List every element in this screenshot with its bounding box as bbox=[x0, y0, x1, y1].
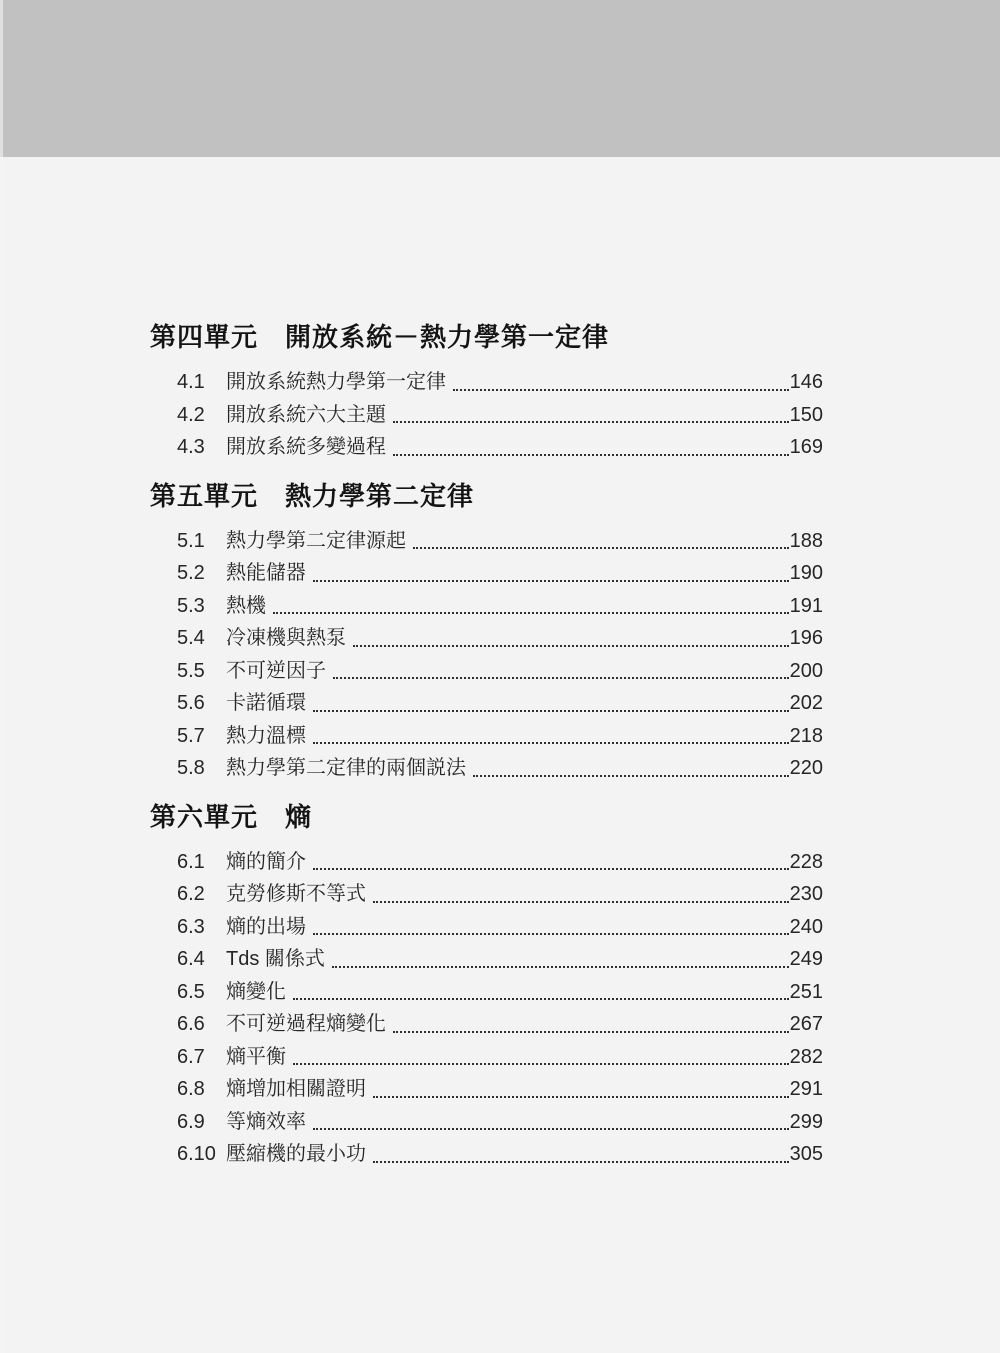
entry-page-number: 202 bbox=[789, 692, 823, 714]
dot-leader bbox=[293, 998, 789, 1000]
entry-number: 4.3 bbox=[177, 436, 205, 458]
entry-page-number: 146 bbox=[789, 371, 823, 393]
top-gray-band bbox=[0, 0, 1000, 157]
dot-leader bbox=[313, 868, 789, 870]
entry-page-number: 200 bbox=[789, 659, 823, 682]
toc-entry bbox=[150, 622, 823, 655]
toc-item-list bbox=[150, 366, 823, 464]
dot-leader bbox=[313, 710, 789, 712]
entry-number: 6.5 bbox=[177, 980, 205, 1003]
toc-entry bbox=[150, 911, 823, 944]
dot-leader bbox=[373, 1161, 789, 1163]
entry-number: 5.2 bbox=[177, 562, 205, 584]
unit-label: 第四單元 bbox=[150, 323, 259, 352]
dot-leader bbox=[393, 421, 789, 423]
dot-leader bbox=[313, 1128, 789, 1130]
entry-number: 6.10 bbox=[177, 1143, 216, 1165]
entry-page-number: 150 bbox=[789, 403, 823, 426]
toc-entry bbox=[150, 1073, 823, 1106]
entry-page-number: 267 bbox=[789, 1013, 823, 1035]
entry-number: 5.3 bbox=[177, 594, 205, 617]
entry-page-number: 240 bbox=[789, 915, 823, 938]
toc-entry bbox=[150, 557, 823, 590]
dot-leader bbox=[353, 645, 789, 647]
entry-number: 5.5 bbox=[177, 659, 205, 682]
dot-leader bbox=[393, 454, 789, 456]
entry-page-number: 188 bbox=[789, 529, 823, 552]
dot-leader bbox=[293, 1063, 789, 1065]
dot-leader bbox=[413, 547, 789, 549]
toc-entry bbox=[150, 943, 823, 976]
toc-item-list bbox=[150, 525, 823, 785]
entry-number: 6.6 bbox=[177, 1013, 205, 1035]
entry-number: 4.1 bbox=[177, 371, 205, 393]
entry-title: 開放系統六大主題 bbox=[226, 403, 386, 426]
entry-page-number: 228 bbox=[789, 850, 823, 873]
entry-title: 熵的出場 bbox=[226, 915, 306, 938]
entry-title: 熵變化 bbox=[226, 980, 286, 1003]
unit-label: 第五單元 bbox=[150, 481, 259, 511]
unit-heading bbox=[150, 482, 823, 512]
entry-page-number: 191 bbox=[789, 594, 823, 617]
entry-title: 開放系統多變過程 bbox=[226, 436, 386, 458]
entry-page-number: 299 bbox=[789, 1110, 823, 1133]
toc-entry bbox=[150, 846, 823, 879]
entry-number: 6.3 bbox=[177, 915, 205, 938]
entry-number: 6.7 bbox=[177, 1045, 205, 1068]
toc-entry bbox=[150, 1008, 823, 1041]
entry-page-number: 220 bbox=[789, 757, 823, 779]
entry-title: 熵的簡介 bbox=[226, 850, 306, 873]
entry-title: 熵增加相關證明 bbox=[226, 1078, 366, 1100]
toc-entry bbox=[150, 655, 823, 688]
unit-heading bbox=[150, 803, 823, 833]
entry-number: 5.4 bbox=[177, 627, 205, 649]
toc-entry bbox=[150, 1041, 823, 1074]
toc-entry bbox=[150, 525, 823, 558]
entry-page-number: 282 bbox=[789, 1045, 823, 1068]
unit-title: 熵 bbox=[285, 802, 313, 832]
toc-entry bbox=[150, 431, 823, 464]
entry-title: 熱力溫標 bbox=[226, 724, 306, 747]
toc-entry bbox=[150, 590, 823, 623]
entry-page-number: 291 bbox=[789, 1078, 823, 1100]
dot-leader bbox=[273, 612, 789, 614]
toc-entry bbox=[150, 878, 823, 911]
toc-section bbox=[150, 803, 823, 1171]
scan-edge-artifact bbox=[0, 0, 3, 1353]
toc-section bbox=[150, 482, 823, 785]
entry-title: 開放系統熱力學第一定律 bbox=[226, 371, 446, 393]
entry-page-number: 190 bbox=[789, 562, 823, 584]
toc-entry bbox=[150, 366, 823, 399]
entry-title: 冷凍機與熱泵 bbox=[226, 627, 346, 649]
entry-number: 6.2 bbox=[177, 883, 205, 905]
entry-number: 6.9 bbox=[177, 1110, 205, 1133]
entry-page-number: 230 bbox=[789, 883, 823, 905]
entry-number: 5.6 bbox=[177, 692, 205, 714]
entry-title: 等熵效率 bbox=[226, 1110, 306, 1133]
entry-page-number: 169 bbox=[789, 436, 823, 458]
dot-leader bbox=[332, 966, 789, 968]
entry-title: 壓縮機的最小功 bbox=[226, 1143, 366, 1165]
entry-title: 熱機 bbox=[226, 594, 266, 617]
entry-title: 熱能儲器 bbox=[226, 562, 306, 584]
entry-page-number: 251 bbox=[789, 980, 823, 1003]
unit-heading bbox=[150, 323, 823, 353]
entry-number: 5.8 bbox=[177, 757, 205, 779]
toc-entry bbox=[150, 752, 823, 785]
unit-title: 開放系統－熱力學第一定律 bbox=[285, 323, 610, 352]
table-of-contents bbox=[0, 157, 1000, 1171]
entry-number: 5.1 bbox=[177, 529, 205, 552]
unit-title: 熱力學第二定律 bbox=[285, 481, 475, 511]
dot-leader bbox=[453, 389, 789, 391]
entry-title: 熱力學第二定律源起 bbox=[226, 529, 406, 552]
entry-number: 6.4 bbox=[177, 948, 205, 970]
entry-page-number: 196 bbox=[789, 627, 823, 649]
toc-entry bbox=[150, 1138, 823, 1171]
entry-title: 熱力學第二定律的兩個説法 bbox=[226, 757, 466, 779]
entry-page-number: 305 bbox=[789, 1143, 823, 1165]
entry-number: 6.1 bbox=[177, 850, 205, 873]
toc-entry bbox=[150, 399, 823, 432]
entry-page-number: 249 bbox=[789, 948, 823, 970]
dot-leader bbox=[313, 933, 789, 935]
toc-section bbox=[150, 323, 823, 464]
dot-leader bbox=[333, 677, 789, 679]
entry-title: 熵平衡 bbox=[226, 1045, 286, 1068]
entry-number: 4.2 bbox=[177, 403, 205, 426]
toc-entry bbox=[150, 720, 823, 753]
dot-leader bbox=[313, 742, 789, 744]
dot-leader bbox=[393, 1031, 789, 1033]
toc-entry bbox=[150, 976, 823, 1009]
entry-number: 5.7 bbox=[177, 724, 205, 747]
entry-page-number: 218 bbox=[789, 724, 823, 747]
entry-title: 克勞修斯不等式 bbox=[226, 883, 366, 905]
dot-leader bbox=[313, 580, 789, 582]
dot-leader bbox=[473, 775, 789, 777]
dot-leader bbox=[373, 901, 789, 903]
unit-label: 第六單元 bbox=[150, 802, 259, 832]
toc-entry bbox=[150, 1106, 823, 1139]
entry-title: 不可逆過程熵變化 bbox=[226, 1013, 386, 1035]
entry-title: 不可逆因子 bbox=[226, 659, 326, 682]
dot-leader bbox=[373, 1096, 789, 1098]
entry-title: 卡諾循環 bbox=[226, 692, 306, 714]
entry-title: Tds 關係式 bbox=[226, 948, 325, 970]
entry-number: 6.8 bbox=[177, 1078, 205, 1100]
toc-entry bbox=[150, 687, 823, 720]
toc-item-list bbox=[150, 846, 823, 1171]
